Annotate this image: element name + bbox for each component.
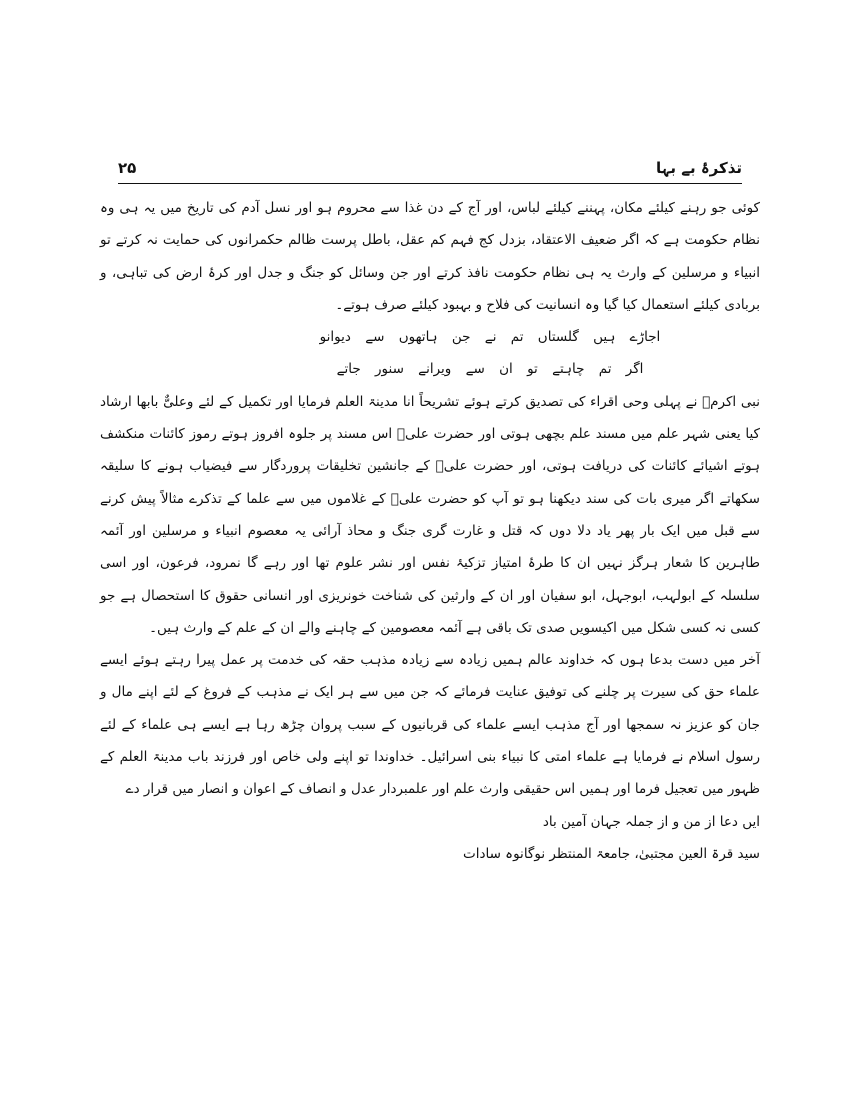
page-body	[100, 192, 760, 870]
page-number: ۲۵	[118, 159, 137, 177]
author-signature: سید قرۃ العین مجتبیٰ، جامعۃ المنتظر نوگانوہ سادات	[462, 845, 760, 862]
verse-line-1: اجاڑے ہیں گلستاں تم نے جن ہاتھوں سے دیوانو	[319, 329, 661, 346]
page-header	[118, 156, 742, 184]
closing-prayer: ایں دعا از من و از جملہ جہان آمین باد	[542, 813, 760, 830]
paragraph-2: نبی اکرمؐ نے پہلی وحی اقراء کی تصدیق کرتے ہوئے تشریحاً انا مدینۃ العلم فرمایا اور تکمیل کے لئے وعلیٌّ بابھا ارشاد کیا یعنی شہر علم میں مسند علم بچھی ہوتی اور حضرت علیؑ اس مسند پر جلوہ افروز ہوتے رموز کائنات منکشف ہوتے اشیائے کائنات کی دریافت ہوتی، اور حضرت علیؑ کے جانشین تخلیقات پروردگار سے فیضیاب ہونے کا سلیقہ سکھاتے اگر میری بات کی سند دیکھنا ہو تو آپ کو حضرت علیؑ کے غلاموں میں سے علما کے تذکرے مثالاً پیش کرنے سے قبل میں ایک بار پھر یاد دلا دوں کہ قتل و غارت گری جنگ و محاذ آرائی یہ معصوم انبیاء و مرسلین اور آئمہ طاہرین کا شعار ہرگز نہیں ان کا طرۂ امتیاز تزکیۂ نفس اور نشر علوم تھا اور رہے گا نمرود، فرعون، اور اسی سلسلہ کے ابولہب، ابوجہل، ابو سفیان اور ان کے وارثین کی شناخت خونریزی اور انسانی حقوق کا استحصال ہے جو کسی نہ کسی شکل میں اکیسویں صدی تک باقی ہے آئمہ معصومین کے چاہنے والے ان کے علم کے وارث ہیں۔	[100, 393, 760, 636]
paragraph-1: کوئی جو رہنے کیلئے مکان، پہننے کیلئے لباس، اور آج کے دن غذا سے محروم ہو اور نسل آدم کی تاریخ میں یہ ہی وہ نظام حکومت ہے کہ اگر ضعیف الاعتقاد، بزدل کج فہم کم عقل، باطل پرست ظالم حکمرانوں کی حمایت نہ کرتے تو انبیاء و مرسلین کے وارث یہ ہی نظام حکومت نافذ کرتے اور جن وسائل کو جنگ و جدل اور کرۂ ارض کی تباہی، و بربادی کیلئے استعمال کیا گیا وہ انسانیت کی فلاح و بہبود کیلئے صرف ہوتے۔	[100, 200, 760, 313]
paragraph-3: آخر میں دست بدعا ہوں کہ خداوند عالم ہمیں زیادہ سے زیادہ مذہب حقہ کی خدمت پر عمل پیرا رہتے ہوئے ایسے علماء حق کی سیرت پر چلنے کی توفیق عنایت فرمائے کہ جن میں سے ہر ایک نے مذہب کے فروغ کے لئے اپنے مال و جان کو عزیز نہ سمجھا اور آج مذہب ایسے علماء کی قربانیوں کے سبب پروان چڑھ رہا ہے ایسے ہی علماء کے لئے رسول اسلام نے فرمایا ہے علماء امتی کا نبیاء بنی اسرائیل۔ خداوندا تو اپنے ولی خاص اور فرزند باب مدینۃ العلم کے ظہور میں تعجیل فرما اور ہمیں اس حقیقی وارث علم اور علمبردار عدل و انصاف کے اعوان و انصار میں قرار دے	[100, 652, 760, 798]
running-title: تذکرۂ بے بہا	[655, 159, 742, 177]
header-rule	[118, 183, 742, 184]
verse-line-2: اگر تم چاہتے تو ان سے ویرانے سنور جاتے	[336, 361, 644, 378]
